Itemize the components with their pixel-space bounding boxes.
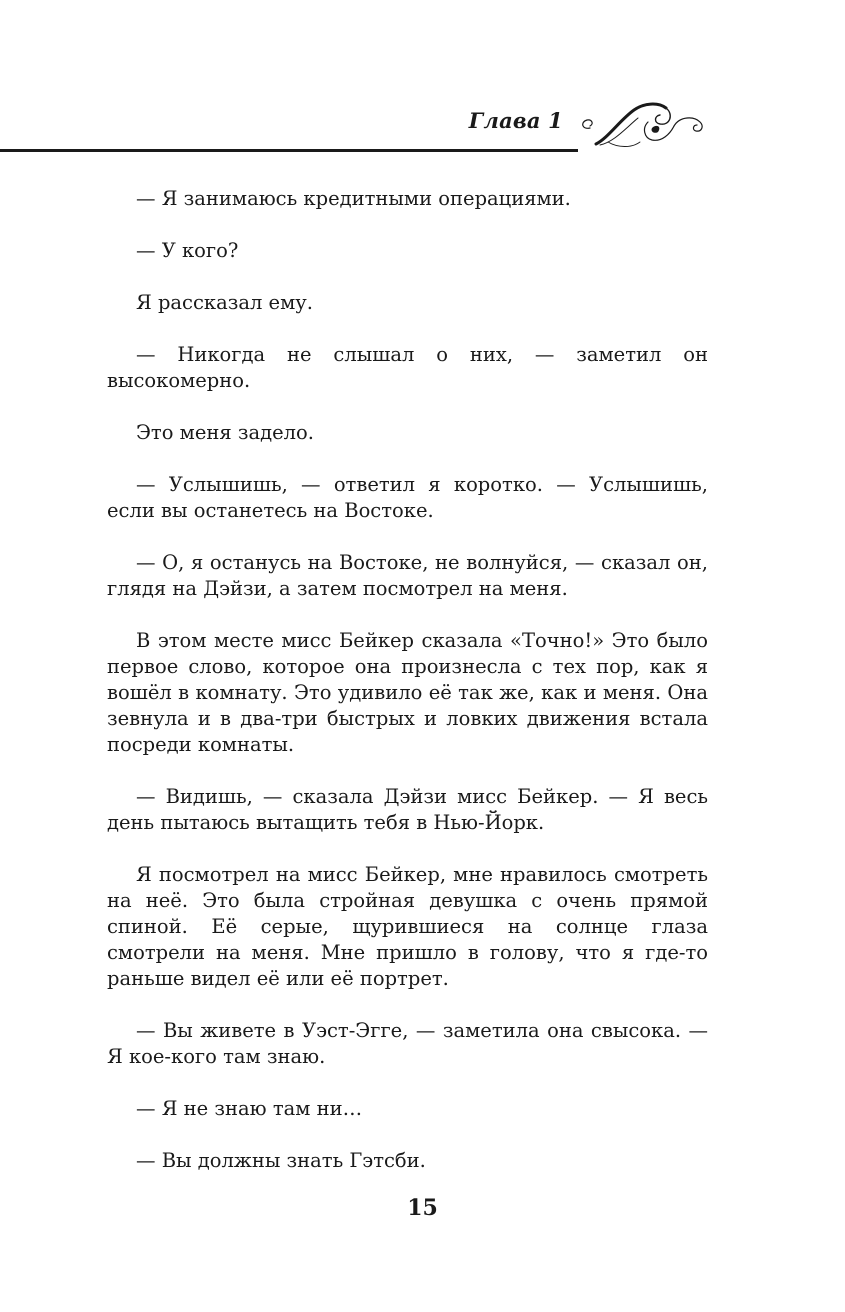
paragraph: — Я не знаю там ни… (136, 1097, 363, 1120)
paragraph: — Видишь, — сказала Дэйзи мисс Бейкер. — Я весь день пытаюсь вытащить тебя в Нью-Йорк. (107, 785, 708, 834)
flourish-ornament-icon (578, 98, 710, 152)
paragraph: — Я занимаюсь кредитными операциями. (136, 187, 571, 210)
body-text (107, 186, 708, 1200)
chapter-label: Глава 1 (468, 108, 563, 133)
paragraph: — Вы живете в Уэст-Эгге, — заметила она свысока. — Я кое-кого там знаю. (107, 1019, 708, 1068)
paragraph: Это меня задело. (136, 421, 314, 444)
paragraph: — О, я останусь на Востоке, не волнуйся, — сказал он, глядя на Дэйзи, а затем посмотрел на меня. (107, 551, 708, 600)
paragraph: — Никогда не слышал о них, — заметил он высокомерно. (107, 343, 708, 392)
paragraph: — Услышишь, — ответил я коротко. — Услышишь, если вы останетесь на Востоке. (107, 473, 708, 522)
paragraph: Я рассказал ему. (136, 291, 313, 314)
paragraph: В этом месте мисс Бейкер сказала «Точно!» Это было первое слово, которое она произнесла с тех пор, как я вошёл в комнату. Это удивило её так же, как и меня. Она зевнула и в два-три быстрых и ловких движения встала посреди комнаты. (107, 629, 708, 756)
header-rule (0, 149, 578, 152)
paragraph: — Вы должны знать Гэтсби. (136, 1149, 426, 1172)
paragraph: — У кого? (136, 239, 239, 262)
page-number: 15 (407, 1195, 438, 1221)
paragraph: Я посмотрел на мисс Бейкер, мне нравилось смотреть на неё. Это была стройная девушка с очень прямой спиной. Её серые, щурившиеся на солнце глаза смотрели на меня. Мне пришло в голову, что я где-то раньше видел её или её портрет. (107, 863, 708, 990)
